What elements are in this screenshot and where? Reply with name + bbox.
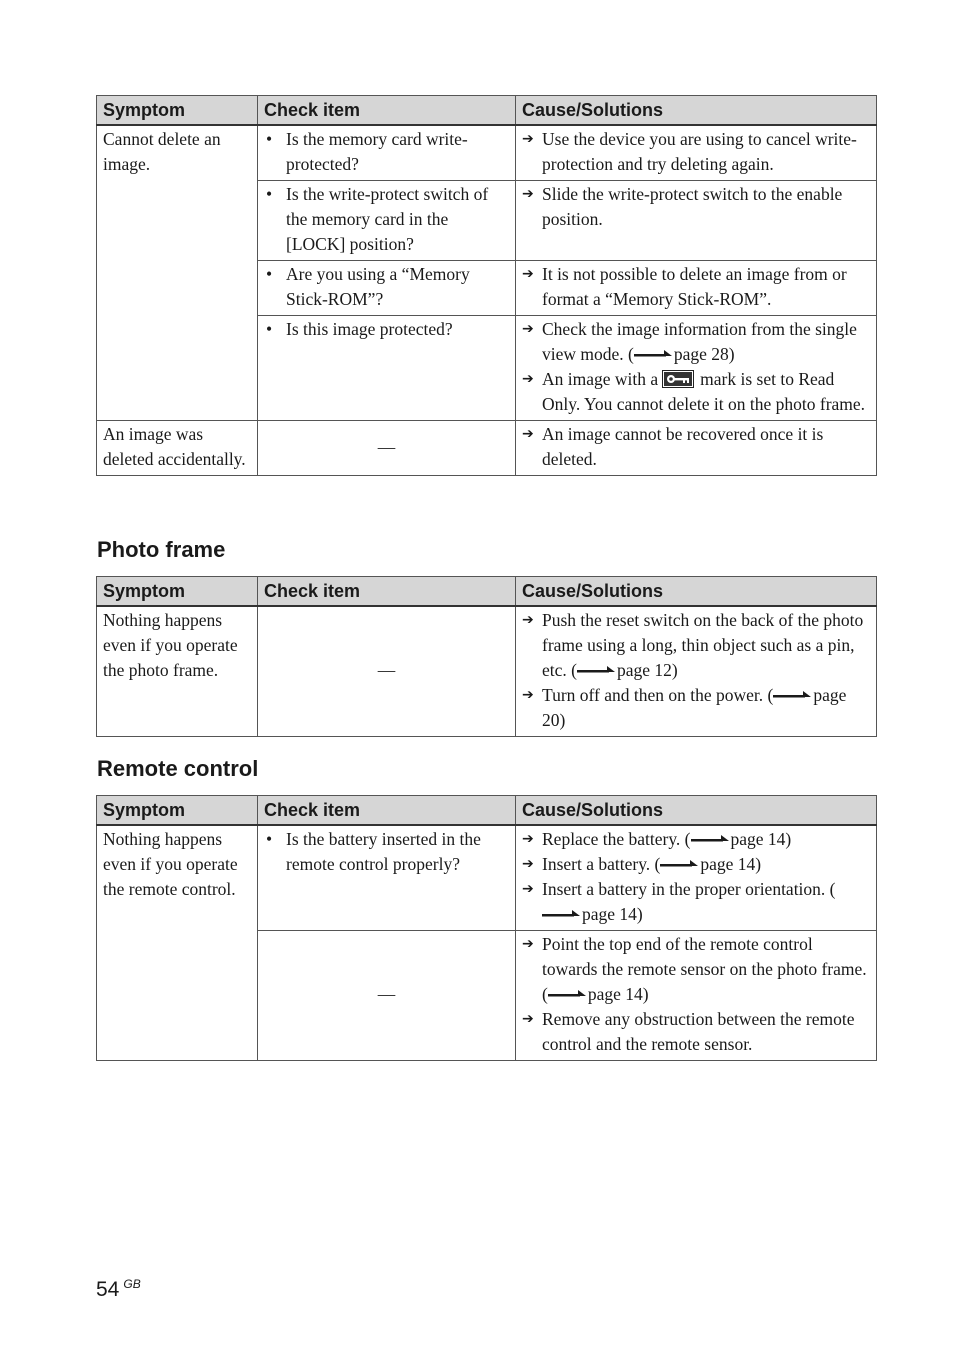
page-reference-arrow-icon [660,857,698,869]
dash: — [377,660,396,680]
bullet: • [266,129,273,149]
cause-text: Check the image information from the single view mode. ( [542,319,857,364]
table-row [97,606,877,737]
check-cell-empty [258,421,516,476]
section-title-remote-control: Remote control [97,756,259,781]
page-reference-arrow-icon [691,832,729,844]
cause-cell [516,931,877,1061]
page-reference-arrow-icon [634,347,672,359]
symptom-header: Symptom [97,577,258,607]
check-cell [258,316,516,421]
right-arrow-icon: ➔ [522,687,534,703]
bullet: • [266,184,273,204]
cause-cell [516,181,877,261]
cause-text: Replace the battery. ( [542,829,691,849]
cause-text: Insert a battery. ( [542,854,661,874]
right-arrow-icon: ➔ [522,881,534,897]
section-title-photo-frame: Photo frame [97,537,226,562]
cause-text: It is not possible to delete an image from or format a “Memory Stick-ROM”. [542,264,847,309]
right-arrow-icon: ➔ [522,426,534,442]
dash: — [377,436,396,457]
lock-key-icon [662,370,694,388]
cause-cell [516,125,877,181]
check-cell [258,125,516,181]
cause-cell [516,261,877,316]
page-reference-arrow-icon [773,688,811,700]
table-row [97,825,877,931]
cause-cell [516,825,877,931]
page-reference-arrow-icon [548,987,586,999]
region-code: GB [123,1277,141,1291]
cause-text: Slide the write-protect switch to the enable position. [542,184,843,229]
table-header-row [97,96,877,126]
check-cell [258,261,516,316]
right-arrow-icon: ➔ [522,831,534,847]
page-reference: page 12) [616,660,678,680]
symptom-text: Cannot delete an image. [103,129,221,174]
right-arrow-icon: ➔ [522,936,534,952]
page-reference: page 14) [730,829,792,849]
page-reference: page 20) [542,685,847,730]
right-arrow-icon: ➔ [522,371,534,387]
cause-text: Push the reset switch on the back of the photo frame using a long, thin object such as a pin, etc. ( [542,610,864,680]
table-row [97,125,877,181]
cause-text: mark is set to Read Only. You cannot delete it on the photo frame. [542,369,866,414]
cause-cell [516,316,877,421]
dash: — [377,984,396,1004]
right-arrow-icon: ➔ [522,131,534,147]
table-row [97,421,877,476]
cause-solutions-header: Cause/Solutions [516,796,877,826]
right-arrow-icon: ➔ [522,321,534,337]
symptom-text: Nothing happens even if you operate the photo frame. [103,610,238,680]
symptom-text: Nothing happens even if you operate the remote control. [103,829,238,899]
cause-solutions-header: Cause/Solutions [516,96,877,126]
check-item-header: Check item [258,796,516,826]
remote-control-trouble-table [96,795,877,1061]
symptom-header: Symptom [97,96,258,126]
symptom-text: An image was deleted accidentally. [103,424,246,469]
page-reference: page 14) [587,984,649,1004]
cause-text: Remove any obstruction between the remote control and the remote sensor. [542,1009,855,1054]
table-header-row [97,577,877,607]
table-header-row [97,796,877,826]
bullet: • [266,264,273,284]
page-reference: page 28) [673,344,735,364]
symptom-cell [97,825,258,1061]
page-reference-arrow-icon [542,907,580,919]
symptom-header: Symptom [97,796,258,826]
cause-text: Insert a battery in the proper orientation. ( [542,879,836,899]
bullet: • [266,829,273,849]
right-arrow-icon: ➔ [522,612,534,628]
symptom-cell [97,125,258,421]
cause-text: Use the device you are using to cancel write-protection and try deleting again. [542,129,857,174]
check-text: Is the battery inserted in the remote control properly? [286,829,481,874]
page-number-value: 54 [96,1278,120,1301]
page-number [96,1277,141,1302]
check-cell [258,825,516,931]
check-cell-empty [258,606,516,737]
check-item-header: Check item [258,96,516,126]
page-reference-arrow-icon [577,663,615,675]
check-text: Is the write-protect switch of the memory card in the [LOCK] position? [286,184,489,254]
bullet: • [266,319,273,339]
check-text: Are you using a “Memory Stick-ROM”? [286,264,470,309]
check-text: Is this image protected? [286,319,453,339]
check-cell-empty [258,931,516,1061]
symptom-cell [97,421,258,476]
page-reference: page 14) [582,904,643,924]
cause-text: Turn off and then on the power. ( [542,685,774,705]
cause-cell [516,421,877,476]
cause-cell [516,606,877,737]
cause-solutions-header: Cause/Solutions [516,577,877,607]
symptom-cell [97,606,258,737]
cause-text: Point the top end of the remote control towards the remote sensor on the photo frame. ( [542,934,867,1004]
page-reference: page 14) [700,854,762,874]
check-item-header: Check item [258,577,516,607]
cause-text: An image cannot be recovered once it is deleted. [542,424,824,469]
photo-frame-trouble-table [96,576,877,737]
check-text: Is the memory card write-protected? [286,129,468,174]
right-arrow-icon: ➔ [522,266,534,282]
right-arrow-icon: ➔ [522,1011,534,1027]
right-arrow-icon: ➔ [522,186,534,202]
right-arrow-icon: ➔ [522,856,534,872]
delete-trouble-table [96,95,877,476]
check-cell [258,181,516,261]
cause-text: An image with a [542,369,659,389]
